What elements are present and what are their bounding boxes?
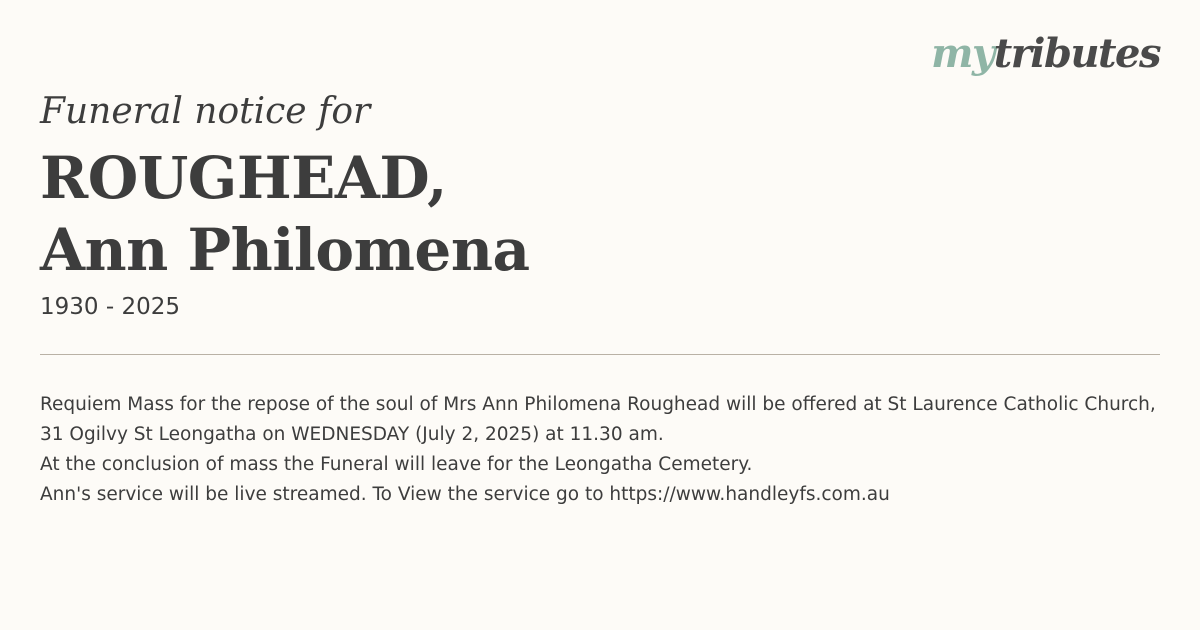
logo-part-my: my — [931, 30, 994, 77]
deceased-given-names: Ann Philomena — [40, 216, 530, 284]
deceased-name — [40, 142, 530, 286]
notice-kicker: Funeral notice for — [40, 91, 371, 132]
deceased-surname: ROUGHEAD, — [40, 144, 447, 212]
life-years: 1930 - 2025 — [40, 294, 180, 320]
notice-line-mass: Requiem Mass for the repose of the soul of Mrs Ann Philomena Roughead will be offered at St Laurence Catholic Church, 31 Ogilvy St Leongatha on WEDNESDAY (July 2, 2025) at 11.30 am. — [40, 394, 1156, 445]
mytributes-logo[interactable] — [931, 30, 1160, 77]
notice-body — [40, 390, 1160, 510]
notice-line-livestream: Ann's service will be live streamed. To View the service go to https://www.handleyfs.com.au — [40, 484, 890, 505]
logo-part-tributes: tributes — [993, 30, 1160, 77]
notice-line-cemetery: At the conclusion of mass the Funeral will leave for the Leongatha Cemetery. — [40, 454, 753, 475]
divider — [40, 354, 1160, 355]
